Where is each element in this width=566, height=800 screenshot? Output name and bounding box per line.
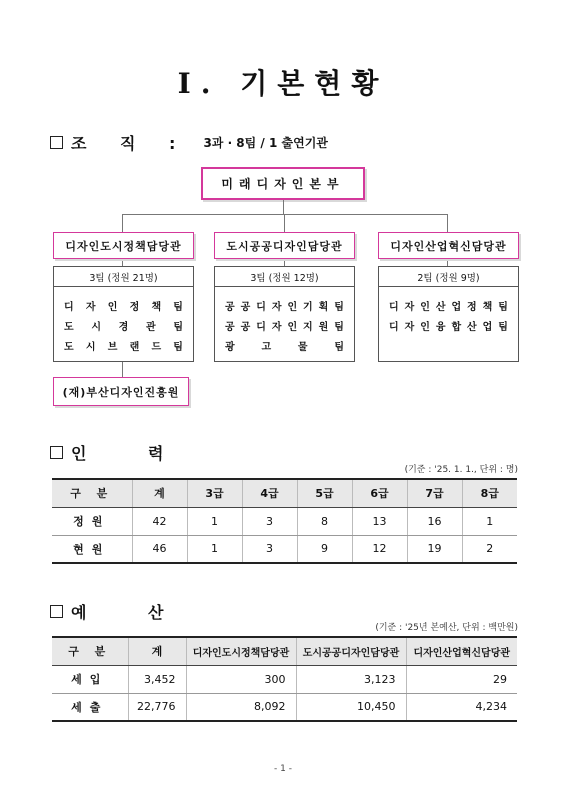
table-cell: 8,092 bbox=[186, 693, 296, 721]
team-box bbox=[53, 266, 194, 362]
organization-summary: 3과 · 8팀 / 1 출연기관 bbox=[203, 135, 328, 150]
table-cell: 3,452 bbox=[128, 665, 186, 693]
org-connector bbox=[283, 200, 284, 214]
team-item bbox=[389, 295, 508, 315]
team-name-char: 자 bbox=[404, 301, 415, 313]
table-cell: 9 bbox=[297, 535, 352, 563]
table-cell: 46 bbox=[132, 535, 187, 563]
team-name-char: 브 bbox=[107, 341, 118, 353]
page-number: - 1 - bbox=[274, 764, 292, 774]
table-cell: 3 bbox=[242, 535, 297, 563]
team-name-char: 자 bbox=[271, 301, 282, 313]
budget-heading: 예 산 bbox=[71, 602, 192, 622]
org-connector bbox=[284, 259, 285, 266]
team-header: 3팀 (정원 12명) bbox=[215, 267, 354, 287]
team-name-char: 공 bbox=[240, 301, 251, 313]
team-name-char: 시 bbox=[85, 341, 96, 353]
table-cell: 12 bbox=[352, 535, 407, 563]
column-header: 5급 bbox=[297, 479, 352, 507]
team-name-char: 팀 bbox=[334, 341, 344, 353]
team-name-char: 팀 bbox=[498, 321, 508, 333]
team-item bbox=[64, 295, 183, 315]
table-cell: 3,123 bbox=[296, 665, 406, 693]
team-name-char: 공 bbox=[240, 321, 251, 333]
dept-design-industry-innovation: 디자인산업혁신담당관 bbox=[378, 232, 519, 259]
team-name-char: 책 bbox=[482, 301, 493, 313]
column-header: 3급 bbox=[187, 479, 242, 507]
team-name-char: 랜 bbox=[129, 341, 140, 353]
table-row bbox=[52, 693, 517, 721]
budget-section-heading bbox=[50, 600, 191, 622]
team-name-char: 고 bbox=[261, 341, 272, 353]
row-label: 정원 bbox=[52, 507, 132, 535]
column-header: 계 bbox=[132, 479, 187, 507]
team-box bbox=[378, 266, 519, 362]
team-name-char: 디 bbox=[256, 321, 266, 333]
team-name-char: 팀 bbox=[173, 301, 183, 313]
team-item bbox=[64, 335, 183, 355]
table-cell: 22,776 bbox=[128, 693, 186, 721]
personnel-note: (기준 : '25. 1. 1., 단위 : 명) bbox=[404, 465, 518, 475]
checkbox-square-icon bbox=[50, 136, 63, 149]
personnel-table bbox=[52, 478, 517, 564]
team-name-char: 디 bbox=[64, 301, 74, 313]
org-connector bbox=[284, 214, 285, 232]
org-connector bbox=[122, 362, 123, 377]
team-name-char: 팀 bbox=[334, 301, 344, 313]
dept-urban-public-design: 도시공공디자인담당관 bbox=[214, 232, 355, 259]
team-name-char: 공 bbox=[225, 301, 235, 313]
team-name-char: 획 bbox=[318, 301, 329, 313]
org-connector bbox=[122, 214, 123, 232]
team-name-char: 드 bbox=[151, 341, 162, 353]
team-name-char: 기 bbox=[303, 301, 313, 313]
team-item bbox=[389, 315, 508, 335]
table-cell: 10,450 bbox=[296, 693, 406, 721]
team-name-char: 인 bbox=[107, 301, 118, 313]
team-name-char: 관 bbox=[145, 321, 156, 333]
row-label: 세출 bbox=[52, 693, 128, 721]
team-item bbox=[225, 295, 344, 315]
team-name-char: 광 bbox=[225, 341, 235, 353]
team-name-char: 팀 bbox=[498, 301, 508, 313]
team-name-char: 지 bbox=[303, 321, 313, 333]
team-name-char: 정 bbox=[129, 301, 140, 313]
table-cell: 19 bbox=[407, 535, 462, 563]
team-name-char: 시 bbox=[91, 321, 101, 333]
team-item bbox=[225, 335, 344, 355]
table-cell: 16 bbox=[407, 507, 462, 535]
team-item bbox=[64, 315, 183, 335]
table-cell: 29 bbox=[406, 665, 517, 693]
team-name-char: 디 bbox=[389, 301, 399, 313]
table-cell: 1 bbox=[187, 535, 242, 563]
team-name-char: 자 bbox=[404, 321, 415, 333]
team-name-char: 디 bbox=[389, 321, 399, 333]
dept-design-city-policy: 디자인도시정책담당관 bbox=[53, 232, 194, 259]
team-name-char: 공 bbox=[225, 321, 235, 333]
team-name-char: 자 bbox=[271, 321, 282, 333]
personnel-heading: 인 력 bbox=[71, 443, 192, 463]
team-header: 2팀 (정원 9명) bbox=[379, 267, 518, 287]
table-cell: 13 bbox=[352, 507, 407, 535]
table-row bbox=[52, 535, 517, 563]
team-name-char: 합 bbox=[451, 321, 462, 333]
team-name-char: 인 bbox=[420, 321, 430, 333]
org-connector bbox=[122, 259, 123, 266]
team-name-char: 팀 bbox=[173, 321, 183, 333]
table-cell: 8 bbox=[297, 507, 352, 535]
column-header: 4급 bbox=[242, 479, 297, 507]
checkbox-square-icon bbox=[50, 446, 63, 459]
table-cell: 300 bbox=[186, 665, 296, 693]
team-name-char: 도 bbox=[64, 341, 74, 353]
table-header-row bbox=[52, 637, 517, 665]
team-name-char: 인 bbox=[287, 321, 298, 333]
team-name-char: 물 bbox=[297, 341, 308, 353]
team-name-char: 업 bbox=[451, 301, 462, 313]
row-label: 세입 bbox=[52, 665, 128, 693]
column-header: 구 분 bbox=[52, 637, 128, 665]
checkbox-square-icon bbox=[50, 605, 63, 618]
team-name-char: 경 bbox=[118, 321, 129, 333]
team-box bbox=[214, 266, 355, 362]
team-name-char: 책 bbox=[151, 301, 162, 313]
column-header: 8급 bbox=[462, 479, 517, 507]
team-name-char: 자 bbox=[85, 301, 96, 313]
column-header: 디자인산업혁신담당관 bbox=[406, 637, 517, 665]
organization-section-heading bbox=[50, 131, 328, 153]
organization-heading: 조 직 : bbox=[71, 133, 190, 153]
table-cell: 4,234 bbox=[406, 693, 517, 721]
personnel-section-heading bbox=[50, 441, 191, 463]
table-row bbox=[52, 665, 517, 693]
page-title: Ⅰ. 기본현황 bbox=[177, 67, 389, 100]
team-header: 3팀 (정원 21명) bbox=[54, 267, 193, 287]
table-row bbox=[52, 507, 517, 535]
column-header: 6급 bbox=[352, 479, 407, 507]
budget-table bbox=[52, 636, 517, 722]
team-name-char: 융 bbox=[435, 321, 446, 333]
column-header: 계 bbox=[128, 637, 186, 665]
team-name-char: 팀 bbox=[173, 341, 183, 353]
row-label: 현원 bbox=[52, 535, 132, 563]
team-name-char: 업 bbox=[482, 321, 493, 333]
table-cell: 1 bbox=[187, 507, 242, 535]
foundation-box: (재)부산디자인진흥원 bbox=[53, 377, 189, 406]
org-top-box: 미래디자인본부 bbox=[201, 167, 365, 200]
team-name-char: 도 bbox=[64, 321, 74, 333]
budget-note: (기준 : '25년 본예산, 단위 : 백만원) bbox=[375, 623, 518, 633]
team-name-char: 팀 bbox=[334, 321, 344, 333]
team-name-char: 인 bbox=[420, 301, 430, 313]
org-connector bbox=[447, 259, 448, 266]
table-cell: 42 bbox=[132, 507, 187, 535]
team-name-char: 인 bbox=[287, 301, 298, 313]
column-header: 구 분 bbox=[52, 479, 132, 507]
team-name-char: 산 bbox=[435, 301, 446, 313]
table-header-row bbox=[52, 479, 517, 507]
team-name-char: 정 bbox=[467, 301, 477, 313]
table-cell: 3 bbox=[242, 507, 297, 535]
column-header: 도시공공디자인담당관 bbox=[296, 637, 406, 665]
team-name-char: 원 bbox=[318, 321, 329, 333]
team-item bbox=[225, 315, 344, 335]
column-header: 디자인도시정책담당관 bbox=[186, 637, 296, 665]
org-connector bbox=[447, 214, 448, 232]
team-name-char: 산 bbox=[467, 321, 477, 333]
team-name-char: 디 bbox=[256, 301, 266, 313]
column-header: 7급 bbox=[407, 479, 462, 507]
table-cell: 1 bbox=[462, 507, 517, 535]
org-connector bbox=[122, 214, 448, 215]
table-cell: 2 bbox=[462, 535, 517, 563]
